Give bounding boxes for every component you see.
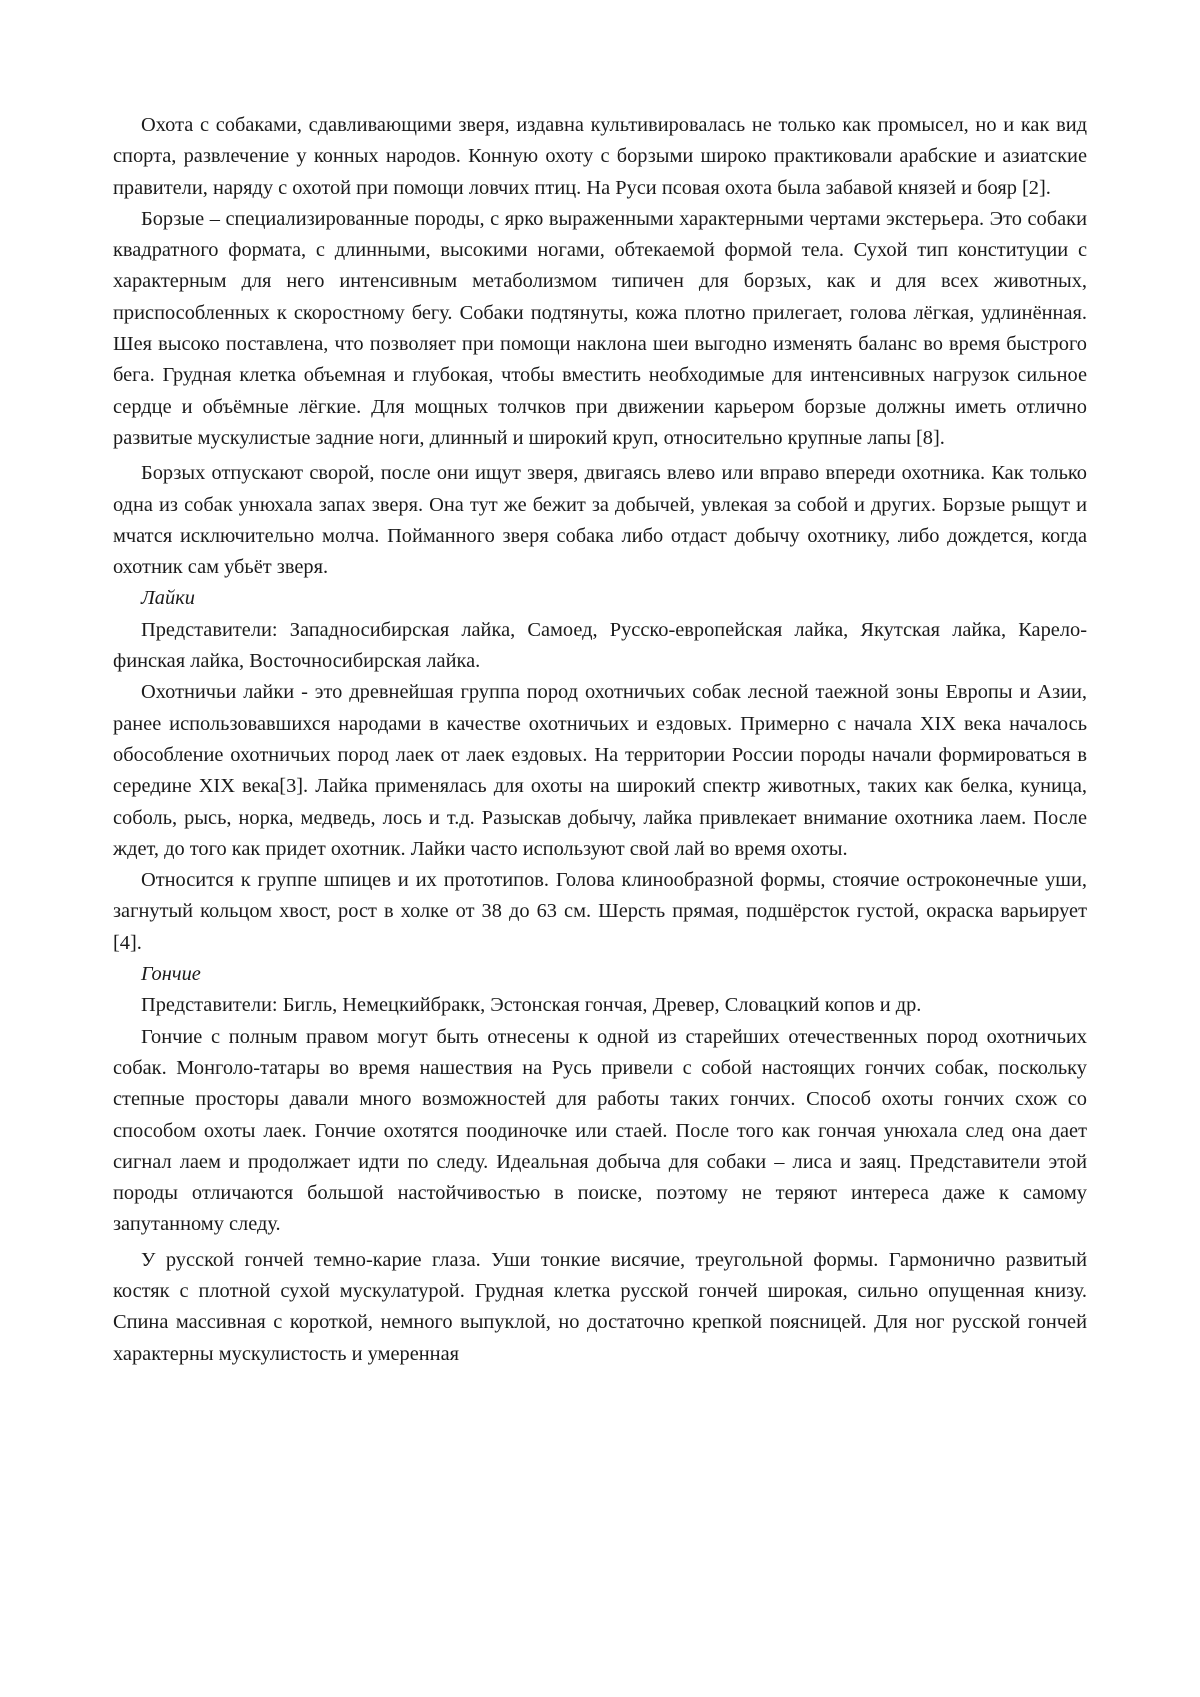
section-heading-laiki: Лайки <box>141 587 195 610</box>
paragraph-borzoi-exterior: Борзые – специализированные породы, с ярко выраженными характерными чертами экстерьера. Это собаки квадратного формата, с длинными, высокими ногами, обтекаемой формой тела. Сухой тип конституции с характерным для него интенсивным метаболизмом типичен для борзых, как и для всех животных, приспособленных к скоростному бегу. Собаки подтянуты, кожа плотно прилегает, голова лёгкая, удлинённая. Шея высоко поставлена, что позволяет при помощи наклона шеи выгодно изменять баланс во время быстрого бега. Грудная клетка объемная и глубокая, чтобы вместить необходимые для интенсивных нагрузок сильное сердце и объёмные лёгкие. Для мощных толчков при движении карьером борзые должны иметь отлично развитые мускулистые задние ноги, длинный и широкий круп, относительно крупные лапы [8]. <box>113 207 1087 449</box>
paragraph-laiki-exterior: Относится к группе шпицев и их прототипов. Голова клинообразной формы, стоячие остроконечные уши, загнутый кольцом хвост, рост в холке от 38 до 63 см. Шерсть прямая, подшёрсток густой, окраска варьирует [4]. <box>113 869 1087 954</box>
paragraph-hunting-intro: Охота с собаками, сдавливающими зверя, издавна культивировалась не только как промысел, но и как вид спорта, развлечение у конных народов. Конную охоту с борзыми широко практиковали арабские и азиатские правители, наряду с охотой при помощи ловчих птиц. На Руси псовая охота была забавой князей и бояр [2]. <box>113 114 1087 199</box>
paragraph-borzoi-hunting: Борзых отпускают сворой, после они ищут зверя, двигаясь влево или вправо впереди охотника. Как только одна из собак унюхала запах зверя. Она тут же бежит за добычей, увлекая за собой и других. Борзые рыщут и мчатся исключительно молча. Пойманного зверя собака либо отдаст добычу охотнику, либо дождется, когда охотник сам убьёт зверя. <box>113 462 1087 579</box>
paragraph-laiki-history: Охотничьи лайки - это древнейшая группа пород охотничьих собак лесной таежной зоны Европы и Азии, ранее использовавшихся народами в качестве охотничьих и ездовых. Примерно с начала XIX века началось обособление охотничьих пород лаек от лаек ездовых. На территории России породы начали формироваться в середине XIX века[3]. Лайка применялась для охоты на широкий спектр животных, таких как белка, куница, соболь, рысь, норка, медведь, лось и т.д. Разыскав добычу, лайка привлекает внимание охотника лаем. После ждет, до того как придет охотник. Лайки часто используют свой лай во время охоты. <box>113 681 1087 860</box>
document-page <box>113 110 1087 1370</box>
paragraph-laiki-representatives: Представители: Западносибирская лайка, Самоед, Русско-европейская лайка, Якутская лайка, Карело-финская лайка, Восточносибирская лайка. <box>113 618 1087 673</box>
paragraph-gonchie-history: Гончие с полным правом могут быть отнесены к одной из старейших отечественных пород охотничьих собак. Монголо-татары во время нашествия на Русь привели с собой настоящих гончих собак, поскольку степные просторы давали много возможностей для работы таких гончих. Способ охоты гончих схож со способом охоты лаек. Гончие охотятся поодиночке или стаей. После того как гончая унюхала след она дает сигнал лаем и продолжает идти по следу. Идеальная добыча для собаки – лиса и заяц. Представители этой породы отличаются большой настойчивостью в поиске, поэтому не теряют интереса даже к самому запутанному следу. <box>113 1025 1087 1236</box>
paragraph-gonchie-representatives: Представители: Бигль, Немецкийбракк, Эстонская гончая, Древер, Словацкий копов и др. <box>141 994 922 1017</box>
section-heading-gonchie: Гончие <box>141 963 201 986</box>
paragraph-russian-hound: У русской гончей темно-карие глаза. Уши тонкие висячие, треугольной формы. Гармонично развитый костяк с плотной сухой мускулатурой. Грудная клетка русской гончей широкая, сильно опущенная книзу. Спина массивная с короткой, немного выпуклой, но достаточно крепкой поясницей. Для ног русской гончей характерны мускулистость и умеренная <box>113 1248 1087 1365</box>
